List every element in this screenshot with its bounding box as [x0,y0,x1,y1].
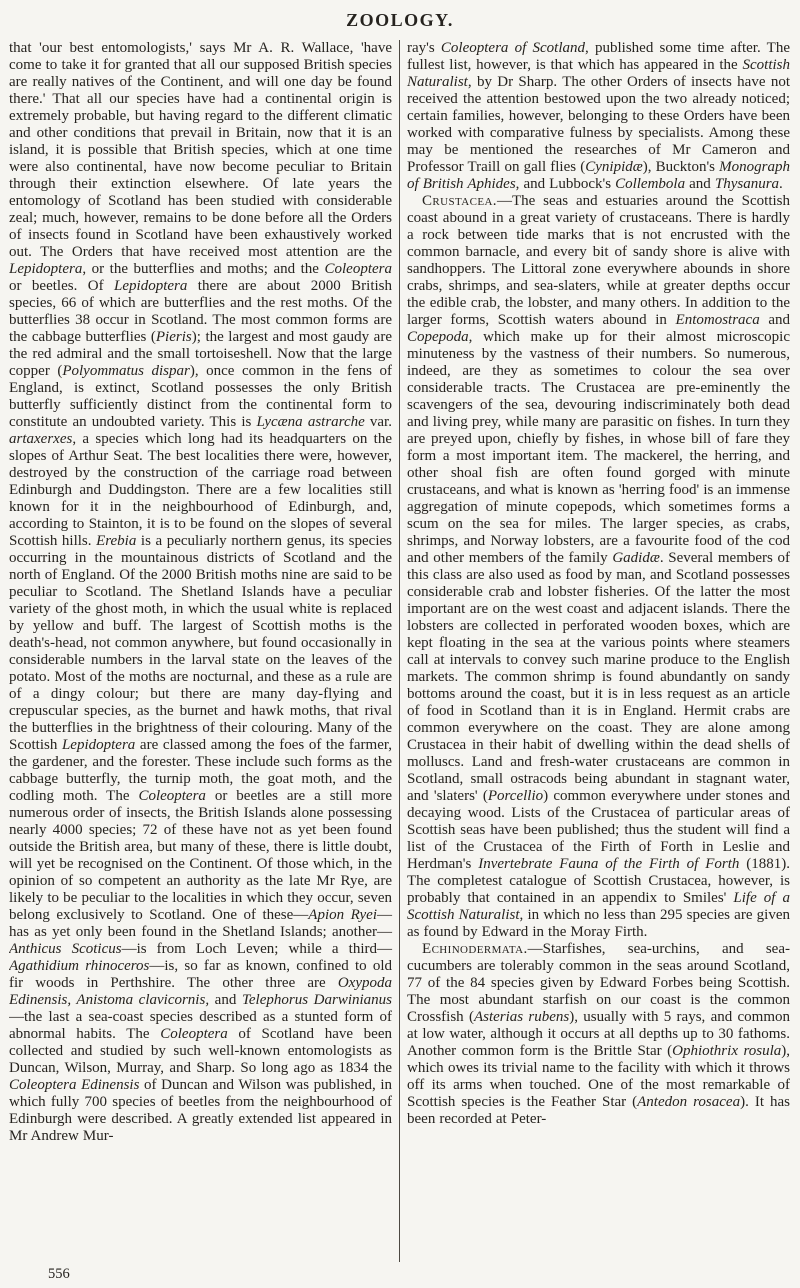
italic-text: Lepidoptera [9,261,83,277]
italic-text: Entomostraca [675,312,760,328]
italic-text: Polyommatus dispar [62,363,190,379]
body-text: or beetles. Of [9,278,115,294]
italic-text: Lycæna astrarche [256,414,365,430]
paragraph [9,40,392,1145]
section-heading-text: Crustacea. [422,193,497,209]
right-column [407,40,790,1262]
italic-text: Lepidoptera [114,278,188,294]
italic-text: Invertebrate Fauna of the Firth of Forth [478,856,740,872]
italic-text: Coleoptera [324,261,392,277]
body-text: ), which owes its trivial name to the facility with which it throws off its arms when touched. One of the most remarkable of Scottish species is the Feather Star ( [407,1043,791,1110]
section-heading-text: Echinodermata. [422,941,528,957]
body-text: ), once common in the fens of England, is extinct, Scotland possesses the only British butterfly sufficiently distinct from the continental form to constitute an undoubted variety. This is [9,363,392,430]
italic-text: Coleoptera Edinensis [9,1077,140,1093]
left-column [9,40,392,1262]
body-text: , or the butterflies and moths; and the [82,261,325,277]
italic-text: Cynipidæ [585,159,643,175]
body-text: —The seas and estuaries around the Scottish coast abound in a great variety of crustaceans. There is hardly a rock between tide marks that is not encrusted with the common barnacle, and every bit of sandy shore is alive with sandhoppers. The Littoral zone everywhere abounds in shore crabs, shrimps, and sea-slaters, while at greater depths occur the edible crab, the lobster, and many others. In addition to the larger forms, Scottish waters abound in [407,193,790,328]
paragraph [407,941,790,1128]
italic-text: Erebia [96,533,137,549]
body-text: —has as yet only been found in the Shetland Islands; another— [9,907,392,940]
italic-text: Scottish Naturalist [407,57,790,90]
page-header [9,8,791,31]
italic-text: Life of a Scottish Naturalist [407,890,790,923]
body-text: and [759,312,790,328]
italic-text: Oxypoda Edinensis, Anistoma clavicornis, [9,975,392,1008]
italic-text: artaxerxes [9,431,73,447]
body-text: —Starfishes, sea-urchins, and sea-cucumbers are tolerably common in the seas around Scotland, 77 of the 84 species given by Edward Forbes being Scottish. The most abundant starfish on our coast is the common Crossfish ( [407,941,790,1025]
italic-text: Collembola [615,176,686,192]
italic-text: Coleoptera [160,1026,228,1042]
page-title: ZOOLOGY. [346,10,454,30]
body-text: —the last a sea-coast species described as a stunted form of abnormal habits. The [9,1009,392,1042]
body-text: or beetles are a still more numerous order of insects, the British Islands alone possessing nearly 4000 species; 72 of these have not as yet been found outside the British area, but many of these, there is little doubt, will yet be recognised on the Continent. Of those which, in the opinion of so competent an authority as the late Mr Rye, are likely to be peculiar to the localities in which they occur, seven belong exclusively to Scotland. One of these— [9,788,392,923]
body-text: , published some time after. The fullest list, however, is that which has appeared in the [407,40,790,73]
text-columns [9,40,791,1262]
italic-text: Lepidoptera [61,737,136,753]
italic-text: Anthicus Scoticus [9,941,122,957]
body-text: ). It has been recorded at Peter- [407,1094,790,1127]
body-text: ), Buckton's [642,159,720,175]
italic-text: Asterias rubens [473,1009,570,1025]
body-text: and [209,992,242,1008]
body-text: and [685,176,715,192]
italic-text: Thysanura [714,176,780,192]
italic-text: Ophiothrix rosula [672,1043,782,1059]
body-text: ) common everywhere under stones and decaying wood. Lists of the Crustacea of particular areas of Scottish seas have been published; thus the student will find a list of the Crustacea of the Firth of Forth in Leslie and Herdman's [407,788,790,872]
body-text: , which make up for their almost microscopic minuteness by the vastness of their numbers. So numerous, indeed, are they as sometimes to colour the sea over considerable tracts. The Crustacea are pre-eminently the scavengers of the sea, devouring indiscriminately both dead and living prey, while many are parasitic on fishes. In turn they are preyed upon, chiefly by fishes, in whose bill of fare they form a most important item. The mackerel, the herring, and other shoal fish are often found gorged with minute crustaceans, and what is known as 'herring food' is an immense aggregation of minute copepods, which sometimes forms a scum on the sea for miles. The larger species, as crabs, shrimps, and Norway lobsters, are a favourite food of the cod and other members of the family [407,329,790,566]
italic-text: Copepoda [407,329,469,345]
italic-text: Agathidium rhinoceros [9,958,150,974]
body-text: var. [364,414,392,430]
italic-text: Coleoptera of Scotland [440,40,586,56]
italic-text: Telephorus Darwinianus [241,992,393,1008]
italic-text: Pieris [155,329,192,345]
body-text: —is, so far as known, confined to old fir woods in Perthshire. The other three are [9,958,393,991]
body-text: of Duncan and Wilson was published, in which fully 700 species of beetles from the neighbourhood of Edinburgh were described. A greatly extended list appeared in Mr Andrew Mur- [9,1077,393,1144]
body-text: ); the largest and most gaudy are the red admiral and the small tortoiseshell. Now that the large copper ( [9,329,392,379]
body-text: , a species which long had its headquarters on the slopes of Arthur Seat. The best localities there were, however, destroyed by the construction of the carriage road between Edinburgh and Duddingston. There are a few localities still known for it in the neighbourhood of Edinburgh, and, according to Stainton, it is to be found on the slopes of several Scottish hills. [9,431,392,549]
body-text: (1881). The completest catalogue of Scottish Crustacea, however, is probably that contained in an appendix to Smiles' [407,856,790,906]
column-divider [399,40,400,1262]
italic-text: Apion Ryei [308,907,377,923]
body-text: . Several members of this class are also used as food by man, and Scotland possesses considerable crab and lobster fisheries. Of the latter the most important are on the west coast and adjacent islands. There the lobsters are collected in perforated wooden boxes, which are kept floating in the sea at the various points where steamers call at intervals to convey such marine produce to the English markets. The common shrimp is found abundantly on sandy bottoms around the coast, but it is in less request as an article of food in Scotland than it is in England. Hermit crabs are common everywhere on the coast. They are alone among Crustacea in their habit of dwelling within the dead shells of molluscs. Land and fresh-water crustaceans are common in Scotland, small ostracods being abundant in stagnant water, and 'slaters' ( [407,550,790,804]
italic-text: Porcellio [487,788,544,804]
body-text: that 'our best entomologists,' says Mr A. R. Wallace, 'have come to take it for granted that all our supposed British species are really natives of the Continent, and will one day be found there.' That all our species have had a continental origin is extremely probable, but having regard to the different climatic and other conditions that prevail in Britain, now that it is an island, it is possible that British species, which at one time were also continental, have now become peculiar to Britain through their extinction elsewhere. Of late years the entomology of Scotland has been studied with considerable zeal; much, however, remains to be done before all the Orders of insects found in Scotland have been exhaustively worked out. The Orders that have received most attention are the [9,40,392,260]
body-text: , and Lubbock's [515,176,616,192]
italic-text: Coleoptera [138,788,206,804]
body-text: , by Dr Sharp. The other Orders of insects have not received the attention bestowed upon the two already noticed; certain families, however, belonging to these Orders have been worked with comparative fulness by specialists. Among these may be mentioned the researches of Mr Cameron and Professor Traill on gall flies ( [407,74,790,175]
italic-text: Gadidæ [612,550,660,566]
body-text: are classed among the foes of the farmer, the gardener, and the forester. These include such forms as the cabbage butterfly, the turnip moth, the goat moth, and the codling moth. The [9,737,393,804]
paragraph [407,40,790,193]
body-text: ), usually with 5 rays, and common at low water, although it occurs at all depths up to 30 fathoms. Another common form is the Brittle Star ( [407,1009,790,1059]
body-text: is a peculiarly northern genus, its species occurring in the mountainous districts of Scotland and the north of England. Of the 2000 British moths nine are said to be peculiar to Scotland. The Shetland Islands have a peculiar variety of the ghost moth, in which the usual white is replaced by yellow and buff. The largest of Scottish moths is the death's-head, not common anywhere, but found occasionally in considerable numbers in the larval state on the leaves of the potato. Most of the moths are nocturnal, and these as a rule are of a dingy colour; but there are many day-flying and crepuscular species, as the burnet and hawk moths, that rival the butterflies in the brightness of their colouring. Many of the Scottish [9,533,392,753]
body-text: . [779,176,783,192]
body-text: ray's [407,40,441,56]
italic-text: Monograph of British Aphides [407,159,791,192]
body-text: , in which no less than 295 species are given as found by Edward in the Moray Firth. [407,907,790,940]
paragraph [407,193,790,941]
body-text: there are about 2000 British species, 66 of which are butterflies and the rest moths. Of the butterflies 38 occur in Scotland. The most common forms are the cabbage butterflies ( [9,278,392,345]
page-number: 556 [48,1266,70,1282]
body-text: of Scotland have been collected and studied by such well-known entomologists as Duncan, Wilson, Murray, and Sharp. So long ago as 1834 the [9,1026,392,1076]
italic-text: Antedon rosacea [637,1094,741,1110]
body-text: —is from Loch Leven; while a third— [121,941,392,957]
